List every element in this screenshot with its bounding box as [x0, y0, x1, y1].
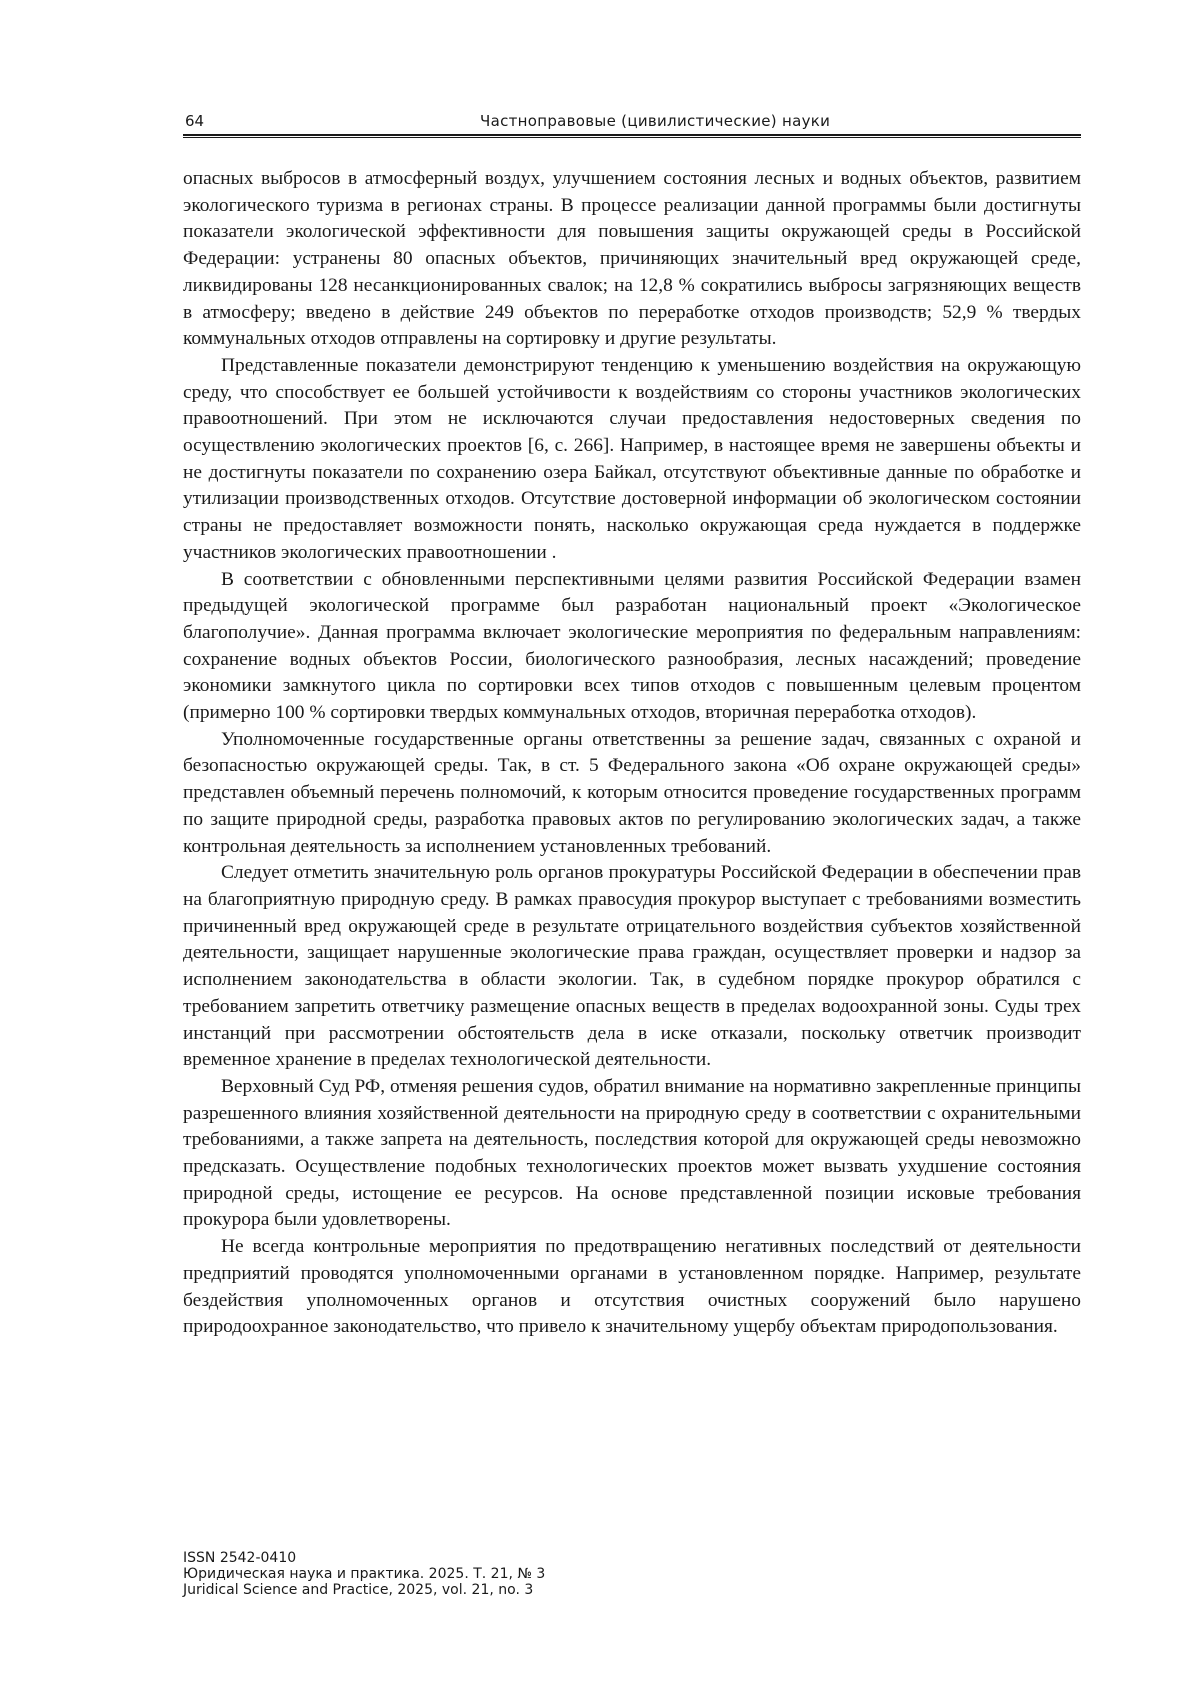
- paragraph: Не всегда контрольные мероприятия по предотвращению негативных последствий от деятельности предприятий проводятся уполномоченными органами в установленном порядке. Например, результате бездействия уполномоченных органов и отсутствия очистных сооружений было нарушено природоохранное законодательство, что привело к значительному ущербу объектам природопользования.: [183, 1236, 1081, 1338]
- article-body: [183, 166, 1081, 1341]
- page-number: 64: [185, 112, 205, 130]
- paragraph: Представленные показатели демонстрируют тенденцию к уменьшению воздействия на окружающую среду, что способствует ее большей устойчивости к воздействиям со стороны участников экологических правоотношений. При этом не исключаются случаи предоставления недостоверных сведения по осуществлению экологических проектов [6, с. 266]. Например, в настоящее время не завершены объекты и не достигнуты показатели по сохранению озера Байкал, отсутствуют объективные данные по обработке и утилизации производственных отходов. Отсутствие достоверной информации об экологическом состоянии страны не предоставляет возможности понять, насколько окружающая среда нуждается в поддержке участников экологических правоотношении .: [183, 354, 1081, 563]
- footer-issn: ISSN 2542-0410: [183, 1550, 297, 1566]
- paragraph: Уполномоченные государственные органы ответственны за решение задач, связанных с охраной и безопасностью окружающей среды. Так, в ст. 5 Федерального закона «Об охране окружающей среды» представлен объемный перечень полномочий, к которым относится проведение государственных программ по защите природной среды, разработка правовых актов по регулированию экологических задач, а также контрольная деятельность за исполнением установленных требований.: [183, 728, 1081, 857]
- page-footer: [183, 1550, 545, 1598]
- running-title: Частноправовые (цивилистические) науки: [480, 112, 831, 130]
- paragraph: Следует отметить значительную роль органов прокуратуры Российской Федерации в обеспечении прав на благоприятную природную среду. В рамках правосудия прокурор выступает с требованиями возместить причиненный вред окружающей среде в результате отрицательного воздействия субъектов хозяйственной деятельности, защищает нарушенные экологические права граждан, осуществляет проверки и надзор за исполнением законодательства в области экологии. Так, в судебном порядке прокурор обратился с требованием запретить ответчику размещение опасных веществ в пределах водоохранной зоны. Суды трех инстанций при рассмотрении обстоятельств дела в иске отказали, поскольку ответчик производит временное хранение в пределах технологической деятельности.: [183, 862, 1081, 1071]
- header-rule: [183, 134, 1081, 138]
- paragraph-continuation: опасных выбросов в атмосферный воздух, улучшением состояния лесных и водных объектов, развитием экологического туризма в регионах страны. В процессе реализации данной программы были достигнуты показатели экологической эффективности для повышения защиты окружающей среды в Российской Федерации: устранены 80 опасных объектов, причиняющих значительный вред окружающей среде, ликвидированы 128 несанкционированных свалок; на 12,8 % сократились выбросы загрязняющих веществ в атмосферу; введено в действие 249 объектов по переработке отходов производств; 52,9 % твердых коммунальных отходов отправлены на сортировку и другие результаты.: [183, 168, 1081, 350]
- footer-journal-ru: Юридическая наука и практика. 2025. Т. 21, № 3: [183, 1566, 546, 1582]
- page-header: [183, 112, 1081, 134]
- paragraph: В соответствии с обновленными перспективными целями развития Российской Федерации взамен предыдущей экологической программе был разработан национальный проект «Экологическое благополучие». Данная программа включает экологические мероприятия по федеральным направлениям: сохранение водных объектов России, биологического разнообразия, лесных насаждений; проведение экономики замкнутого цикла по сортировки всех типов отходов с повышенным целевым процентом (примерно 100 % сортировки твердых коммунальных отходов, вторичная переработка отходов).: [183, 568, 1081, 724]
- footer-journal-en: Juridical Science and Practice, 2025, vol. 21, no. 3: [183, 1582, 534, 1598]
- paragraph: Верховный Суд РФ, отменяя решения судов, обратил внимание на нормативно закрепленные принципы разрешенного влияния хозяйственной деятельности на природную среду в соответствии с охранительными требованиями, а также запрета на деятельность, последствия которой для окружающей среды невозможно предсказать. Осуществление подобных технологических проектов может вызвать ухудшение состояния природной среды, истощение ее ресурсов. На основе представленной позиции исковые требования прокурора были удовлетворены.: [183, 1075, 1081, 1231]
